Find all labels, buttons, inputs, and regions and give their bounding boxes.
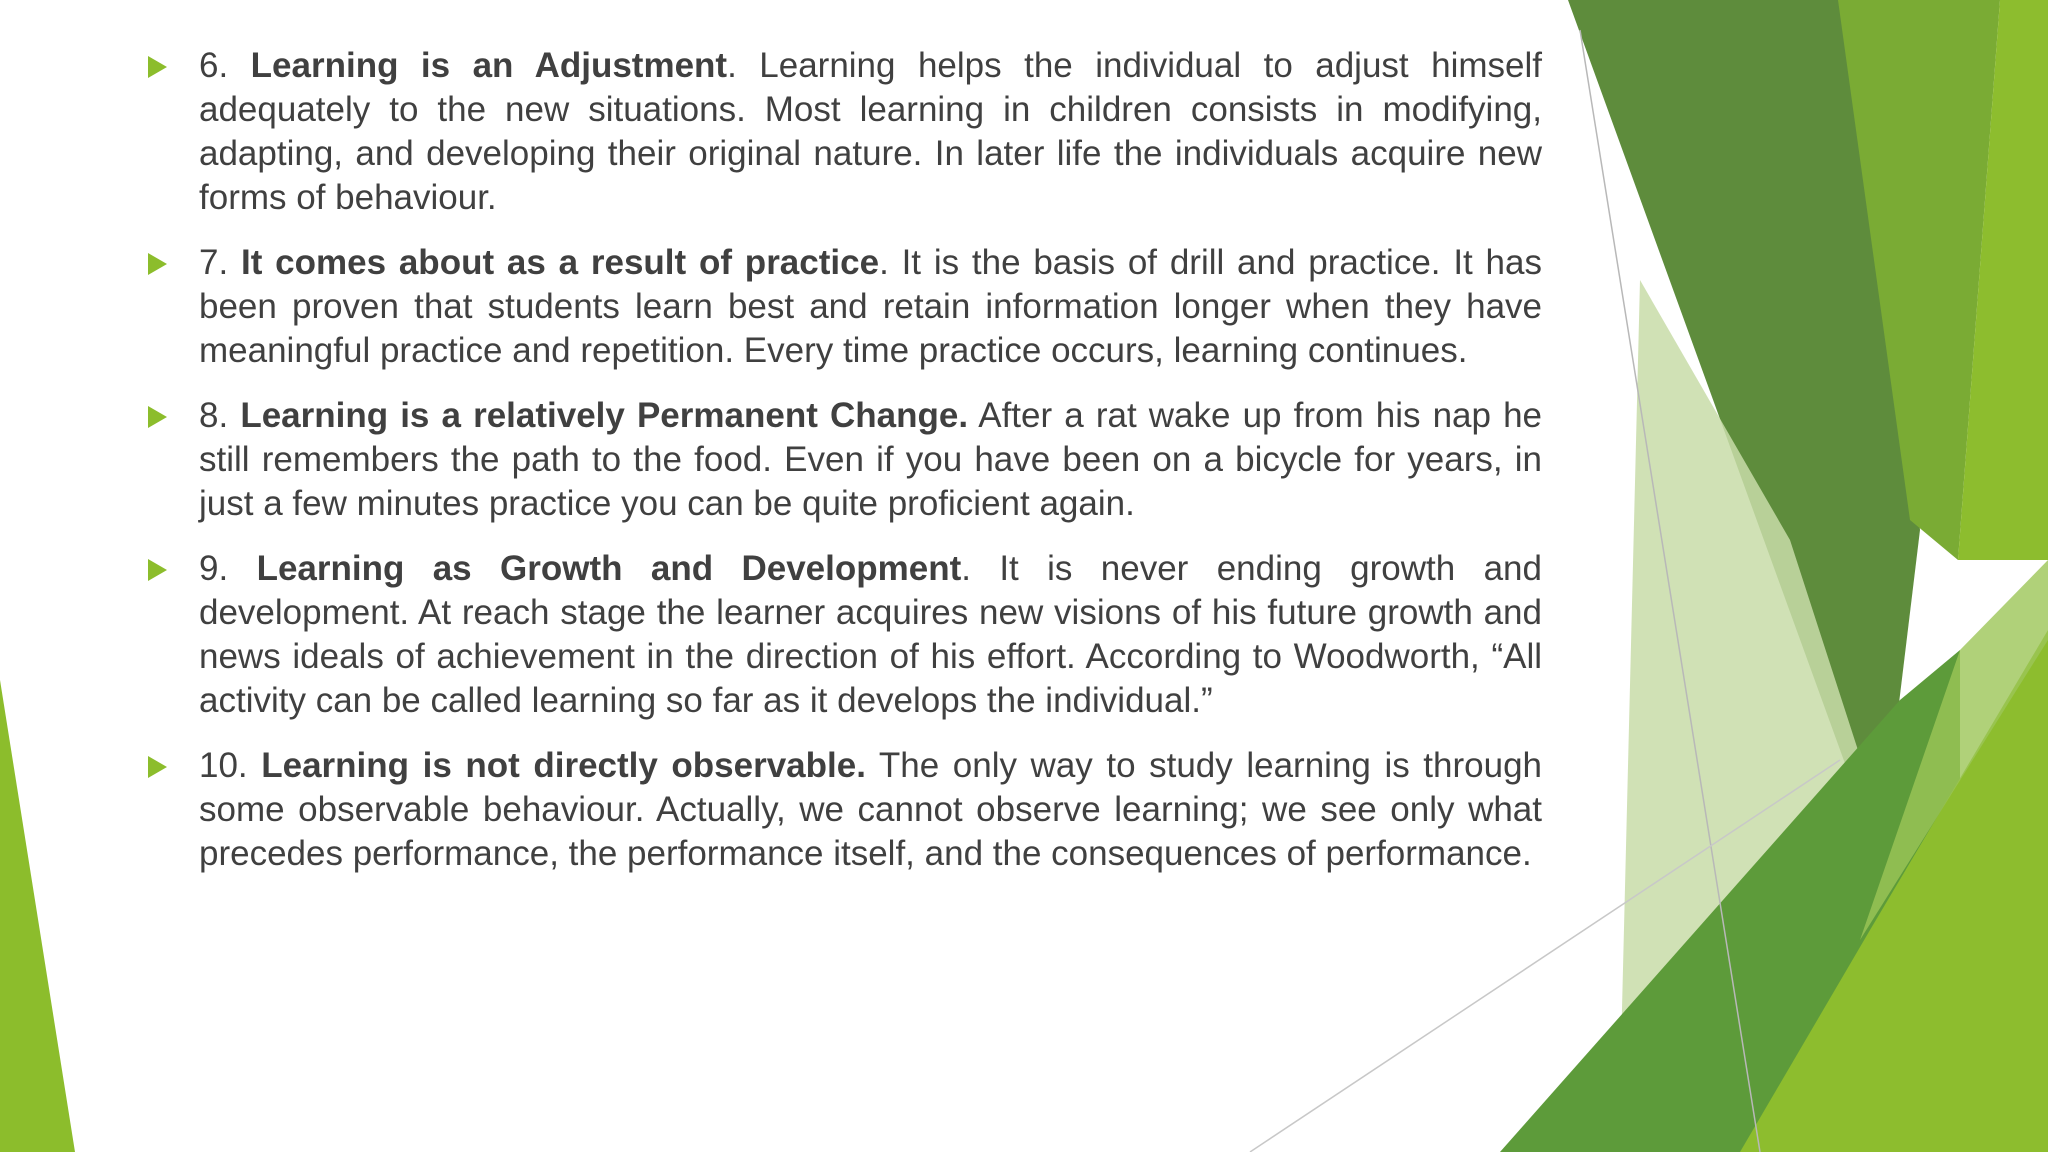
list-item bbox=[140, 547, 1542, 723]
green-triangle-bullet-icon bbox=[148, 56, 167, 78]
item-body: After a rat wake up from his nap he still remembers the path to the food. Even if you have been on a bicycle for years, in just a few minutes practice you can be quite proficient again. bbox=[199, 396, 1543, 523]
item-title: Learning is an Adjustment bbox=[250, 46, 728, 85]
item-number: 8. bbox=[199, 396, 241, 435]
item-body: . Learning helps the individual to adjust himself adequately to the new situations. Most learning in children consists in modifying, adapting, and developing their original nature. In later life the individuals acquire new forms of behaviour. bbox=[199, 46, 1542, 217]
list-item bbox=[140, 394, 1542, 526]
green-triangle-bullet-icon bbox=[148, 756, 167, 778]
item-title: Learning as Growth and Development bbox=[256, 549, 962, 588]
green-triangle-bullet-icon bbox=[148, 406, 167, 428]
item-number: 6. bbox=[199, 46, 251, 85]
list-item bbox=[140, 744, 1542, 876]
list-item bbox=[140, 44, 1542, 220]
item-body: The only way to study learning is through some observable behaviour. Actually, we cannot observe learning; we see only what precedes performance, the performance itself, and the consequences of performance. bbox=[199, 746, 1543, 873]
item-title: It comes about as a result of practice bbox=[240, 243, 880, 282]
item-title: Learning is a relatively Permanent Change. bbox=[240, 396, 969, 435]
left-green-sliver bbox=[0, 680, 75, 1152]
item-number: 7. bbox=[199, 243, 241, 282]
item-number: 9. bbox=[199, 549, 257, 588]
bullet-list bbox=[140, 44, 1542, 897]
item-title: Learning is not directly observable. bbox=[261, 746, 866, 785]
list-item bbox=[140, 241, 1542, 373]
item-number: 10. bbox=[199, 746, 262, 785]
item-body: . It is never ending growth and development. At reach stage the learner acquires new visions of his future growth and news ideals of achievement in the direction of his effort. According to Woodworth, “All activity can be called learning so far as it develops the individual.” bbox=[199, 549, 1542, 720]
green-triangle-bullet-icon bbox=[148, 559, 167, 581]
green-triangle-bullet-icon bbox=[148, 253, 167, 275]
item-body: . It is the basis of drill and practice. It has been proven that students learn best and retain information longer when they have meaningful practice and repetition. Every time practice occurs, learning continues. bbox=[199, 243, 1542, 370]
